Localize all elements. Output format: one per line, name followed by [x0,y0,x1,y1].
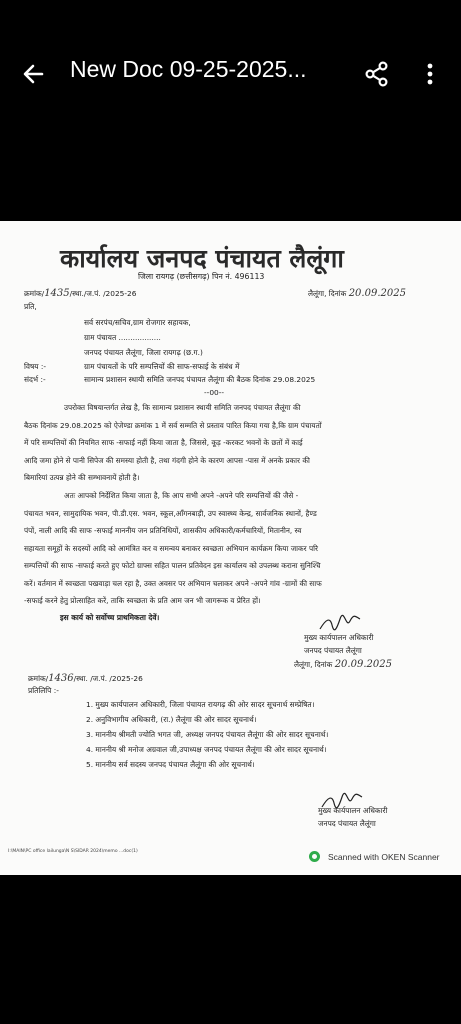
oken-scanner-logo-icon [309,851,320,862]
reference-text: सामान्य प्रशासन स्थायी समिति जनपद पंचायत लैलूंगा की बैठक दिनांक 29.08.2025 [84,375,316,384]
priority-line: इस कार्य को सर्वोच्च प्राथमिकता देवें। [60,613,160,622]
office-heading: कार्यालय जनपद पंचायत लैलूंगा [60,244,344,273]
para1-line: बिमारियां उत्पन्न होने की सम्भावनायें होती है। [24,473,140,482]
para1-line: आदि जमा होने से पानी सिपेज की समस्या होती है, तथा गंदगी होने के कारण आपस -पास में अनके प्रकार की [24,455,310,465]
subject-label: विषय :- [24,362,47,371]
para2-line: सहायता समूहों के सदस्यों आदि को आमंत्रित कर व समन्वय बनाकर स्वच्छता अभियान कार्यक्रम किया जाकर परि [24,543,318,553]
prati-label: प्रति, [24,302,37,311]
para2-line: करें। वर्तमान में स्वच्छता पखवाड़ा चल रहा है, उक्त अवसर पर अभियान चलाकर अपने -अपने गांव -ग्रामों की साफ [24,578,322,588]
para2-line: -सफाई करने हेतु प्रोत्साहित करें, ताकि स्वच्छता के प्रति आम जन भी जागरूक व प्रेरित हों। [24,596,261,605]
bottom-area [0,875,461,1024]
file-path-note: I:\MAIN\PC office lailunga\N S\SIDAR 2024\memo ...doc(1) [8,849,138,854]
paragraph-2 [24,487,449,610]
scanner-watermark: Scanned with OKEN Scanner [309,851,440,862]
signatory1-office: जनपद पंचायत लैलूंगा [304,646,362,655]
ref1-line: क्रमांक/1435/स्था./ज.पं. /2025-26 [24,288,137,299]
signatory1-date-line: लैलूंगा, दिनांक 20.09.2025 [294,659,392,670]
recipient-2: ग्राम पंचायत .................. [84,333,161,342]
document-title: New Doc 09-25-2025... [70,56,307,82]
copy-item-4: 4. माननीय श्री मनोज अग्रवाल जी,उपाध्यक्ष जनपद पंचायत लैलूंगा की ओर सादर सूचनार्थ। [86,745,327,754]
signatory1-title: मुख्य कार्यपालन अधिकारी [304,633,374,642]
copy-item-2: 2. अनुविभागीय अधिकारी, (रा.) लैलूंगा की ओर सादर सूचनार्थ। [86,715,257,724]
signature-scribble [318,613,362,635]
copy-item-1: 1. मुख्य कार्यपालन अधिकारी, जिला पंचायत रायगढ़ की ओर सादर सूचनार्थ सम्प्रेषित। [86,700,315,709]
signatory2-title: मुख्य कार्यपालन अधिकारी [318,806,388,815]
ref1-number: 1435 [44,288,70,299]
para1-line: उपरोक्त विषयान्तर्गत लेख है, कि सामान्य प्रशासन स्थायी समिति जनपद पंचायत लैलूंगा की [64,403,301,412]
reference-label: संदर्भ :- [24,375,46,384]
para2-line: सम्पत्तियों की साफ -सफाई करते हुए फोटो ग्राफ्स सहित पालन प्रतिवेदन इस कार्यालय को उपलब्ध कराना सुनिश्चि [24,561,321,570]
copy-item-5: 5. माननीय सर्व सदस्य जनपद पंचायत लैलूंगा की ओर सूचनार्थ। [86,760,255,769]
paragraph-1 [24,399,449,487]
ref2-number: 1436 [48,673,74,684]
subject-text: ग्राम पंचायतों के परि सम्पत्तियों की साफ-सफाई के संबंध में [84,362,240,371]
ref1-date: 20.09.2025 [348,288,406,299]
para1-line: बैठक दिनांक 29.08.2025 को ऐजेण्डा क्रमांक 1 में सर्व सम्मति से प्रस्ताव पारित किया गया है,कि ग्राम पंचायतों [24,420,322,430]
scanned-document[interactable] [0,221,461,875]
para2-line: अतः आपको निर्देशित किया जाता है, कि आप सभी अपने -अपने परि सम्पत्तियों की जैसे - [64,491,299,500]
recipient-1: सर्व सरपंच/सचिव,ग्राम रोजगार सहायक, [84,318,191,327]
divider-text: --00-- [204,388,225,397]
copy-label: प्रतिलिपि :- [28,686,59,695]
office-address: जिला रायगढ़ (छत्तीसगढ़) पिन नं. 496113 [138,272,265,281]
arrow-left-icon[interactable] [18,58,50,90]
ref1-date-line: लैलूंगा, दिनांक 20.09.2025 [308,288,406,299]
copy-item-3: 3. माननीय श्रीमती ज्योति भगत जी, अध्यक्ष जनपद पंचायत लैलूंगा की ओर सादर सूचनार्थ। [86,730,329,739]
share-icon[interactable] [362,58,392,90]
app-toolbar [0,0,461,150]
para1-line: में परि सम्पत्तियों की नियमित साफ -सफाई नहीं किया जाता है, जिससे, कूड़ -करकट भवनों के छतों में काई [24,438,303,447]
para2-line: पंचायत भवन, सामुदायिक भवन, पी.डी.एस. भवन, स्कूल,आँगनबाड़ी, उप स्वास्थ्य केन्द्र, सार्वजनिक स्थानों, हैण्ड [24,508,317,518]
signatory2-office: जनपद पंचायत लैलूंगा [318,819,376,828]
ref2-line: क्रमांक/1436/स्था. /ज.पं. /2025-26 [28,673,143,684]
recipient-3: जनपद पंचायत लैलूंगा, जिला रायगढ़ (छ.ग.) [84,348,203,357]
para2-line: पंपों, नाली आदि की साफ -सफाई माननीय जन प्रतिनिधियों, शासकीय अधिकारी/कर्मचारियों, मितानीन, स्व [24,526,302,535]
signatory1-date: 20.09.2025 [334,659,392,670]
more-vert-icon[interactable] [418,58,442,90]
